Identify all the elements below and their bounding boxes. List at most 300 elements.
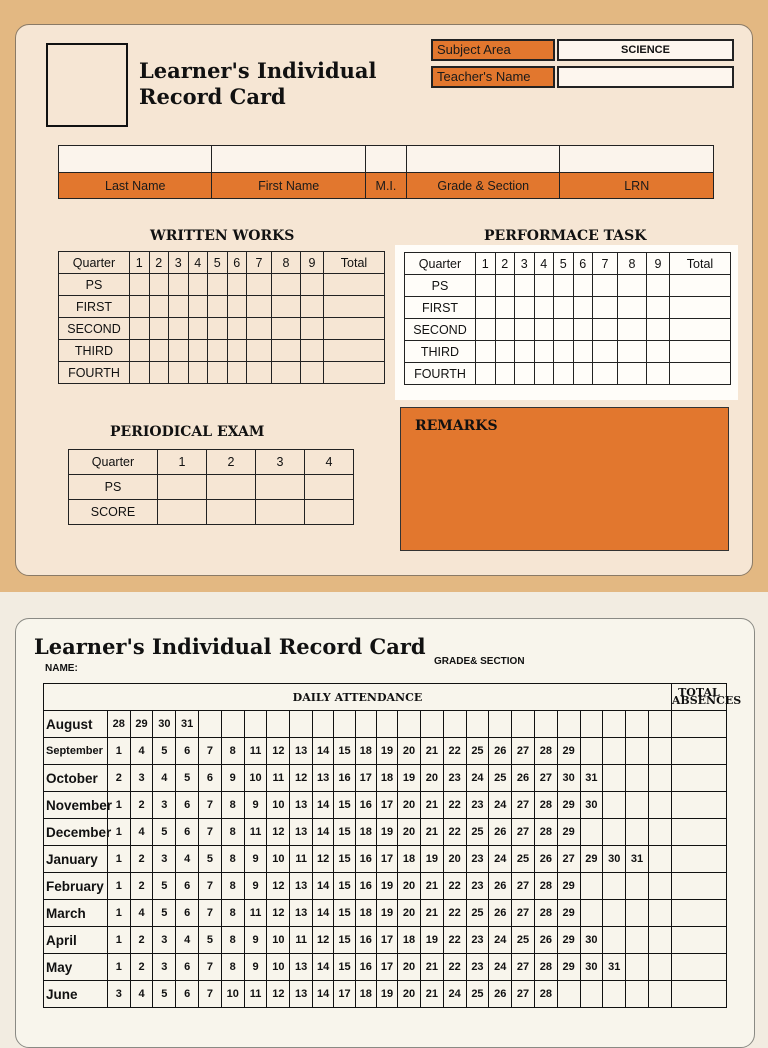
day-cell[interactable]: 4 (130, 738, 153, 765)
day-cell[interactable]: 8 (221, 873, 244, 900)
empty-day-cell[interactable] (603, 819, 626, 846)
day-cell[interactable]: 13 (313, 765, 334, 792)
day-cell[interactable]: 6 (176, 954, 199, 981)
empty-day-cell[interactable] (603, 873, 626, 900)
day-cell[interactable]: 23 (466, 927, 489, 954)
day-cell[interactable]: 29 (557, 873, 580, 900)
day-cell[interactable]: 27 (512, 738, 535, 765)
day-cell[interactable]: 16 (355, 927, 376, 954)
day-cell[interactable]: 25 (489, 765, 512, 792)
day-cell[interactable]: 17 (376, 954, 397, 981)
day-cell[interactable]: 25 (466, 819, 489, 846)
day-cell[interactable]: 5 (153, 738, 176, 765)
day-cell[interactable]: 12 (267, 738, 290, 765)
day-cell[interactable]: 13 (290, 981, 313, 1008)
empty-day-cell[interactable] (580, 900, 603, 927)
total-absences-cell[interactable] (671, 873, 726, 900)
day-cell[interactable]: 31 (626, 846, 649, 873)
day-cell[interactable]: 8 (221, 954, 244, 981)
day-cell[interactable]: 25 (466, 981, 489, 1008)
day-cell[interactable]: 29 (557, 819, 580, 846)
day-cell[interactable]: 2 (130, 927, 153, 954)
empty-day-cell[interactable] (603, 900, 626, 927)
day-cell[interactable]: 7 (199, 900, 222, 927)
empty-day-cell[interactable] (603, 792, 626, 819)
empty-day-cell[interactable] (648, 900, 671, 927)
day-cell[interactable]: 13 (290, 900, 313, 927)
day-cell[interactable]: 9 (244, 846, 267, 873)
day-cell[interactable]: 8 (221, 792, 244, 819)
empty-day-cell[interactable] (648, 711, 671, 738)
empty-day-cell[interactable] (603, 711, 626, 738)
empty-day-cell[interactable] (648, 981, 671, 1008)
day-cell[interactable]: 30 (580, 927, 603, 954)
day-cell[interactable]: 23 (466, 792, 489, 819)
attendance-card-title: Learner's Individual Record Card (34, 634, 426, 659)
day-cell[interactable]: 5 (153, 981, 176, 1008)
day-cell[interactable]: 15 (334, 873, 355, 900)
total-absences-cell[interactable] (671, 900, 726, 927)
last-name-field[interactable] (59, 146, 212, 173)
empty-day-cell[interactable] (580, 738, 603, 765)
day-cell[interactable]: 9 (244, 873, 267, 900)
day-cell[interactable]: 12 (267, 819, 290, 846)
day-cell[interactable]: 24 (489, 792, 512, 819)
day-cell[interactable]: 29 (580, 846, 603, 873)
day-cell[interactable]: 24 (443, 981, 466, 1008)
table-row (59, 318, 385, 340)
day-cell[interactable]: 16 (334, 765, 355, 792)
empty-day-cell[interactable] (626, 954, 649, 981)
total-absences-cell[interactable] (671, 846, 726, 873)
day-cell[interactable]: 3 (153, 846, 176, 873)
day-cell[interactable]: 21 (420, 819, 443, 846)
day-cell[interactable]: 10 (221, 981, 244, 1008)
day-cell[interactable]: 28 (534, 819, 557, 846)
day-cell[interactable]: 28 (534, 873, 557, 900)
empty-day-cell[interactable] (603, 765, 626, 792)
day-cell[interactable]: 24 (489, 954, 512, 981)
grade-section-field[interactable] (407, 146, 560, 173)
day-cell[interactable]: 28 (534, 900, 557, 927)
day-cell[interactable]: 1 (107, 819, 130, 846)
day-cell[interactable]: 22 (443, 819, 466, 846)
empty-day-cell[interactable] (626, 711, 649, 738)
day-cell[interactable]: 5 (176, 765, 199, 792)
total-absences-cell[interactable] (671, 819, 726, 846)
total-absences-cell[interactable] (671, 954, 726, 981)
day-cell[interactable]: 20 (398, 873, 421, 900)
day-cell[interactable]: 4 (176, 927, 199, 954)
day-cell[interactable]: 15 (334, 900, 355, 927)
table-row (59, 362, 385, 384)
day-cell[interactable]: 2 (130, 846, 153, 873)
day-cell[interactable]: 29 (130, 711, 153, 738)
day-cell[interactable]: 23 (466, 873, 489, 900)
day-cell[interactable]: 26 (512, 765, 535, 792)
day-cell[interactable]: 27 (512, 981, 535, 1008)
day-cell[interactable]: 20 (443, 846, 466, 873)
day-cell[interactable]: 26 (489, 819, 512, 846)
empty-day-cell[interactable] (443, 711, 466, 738)
day-cell[interactable]: 1 (107, 927, 130, 954)
pt-row-label: THIRD (405, 341, 476, 363)
empty-day-cell[interactable] (648, 873, 671, 900)
day-cell[interactable]: 29 (557, 954, 580, 981)
empty-day-cell[interactable] (313, 711, 334, 738)
day-cell[interactable]: 27 (512, 873, 535, 900)
day-cell[interactable]: 23 (466, 954, 489, 981)
empty-day-cell[interactable] (244, 711, 267, 738)
day-cell[interactable]: 3 (153, 927, 176, 954)
remarks-box[interactable] (400, 407, 729, 551)
empty-day-cell[interactable] (290, 711, 313, 738)
day-cell[interactable]: 4 (153, 765, 176, 792)
empty-day-cell[interactable] (557, 711, 580, 738)
empty-day-cell[interactable] (376, 711, 397, 738)
day-cell[interactable]: 24 (489, 846, 512, 873)
day-cell[interactable]: 28 (534, 981, 557, 1008)
day-cell[interactable]: 4 (176, 846, 199, 873)
pt-header-3: 3 (515, 253, 535, 275)
day-cell[interactable]: 15 (334, 819, 355, 846)
day-cell[interactable]: 6 (176, 873, 199, 900)
day-cell[interactable]: 31 (603, 954, 626, 981)
day-cell[interactable]: 10 (244, 765, 267, 792)
day-cell[interactable]: 25 (466, 900, 489, 927)
day-cell[interactable]: 29 (557, 738, 580, 765)
day-cell[interactable]: 21 (420, 900, 443, 927)
day-cell[interactable]: 7 (199, 819, 222, 846)
day-cell[interactable]: 19 (420, 927, 443, 954)
day-cell[interactable]: 16 (355, 846, 376, 873)
day-cell[interactable]: 19 (420, 846, 443, 873)
day-cell[interactable]: 24 (489, 927, 512, 954)
total-absences-cell[interactable] (671, 765, 726, 792)
empty-day-cell[interactable] (648, 846, 671, 873)
day-cell[interactable]: 22 (443, 792, 466, 819)
empty-day-cell[interactable] (603, 927, 626, 954)
empty-day-cell[interactable] (626, 819, 649, 846)
day-cell[interactable]: 18 (398, 927, 421, 954)
day-cell[interactable]: 7 (199, 738, 222, 765)
day-cell[interactable]: 5 (199, 846, 222, 873)
day-cell[interactable]: 11 (244, 738, 267, 765)
day-cell[interactable]: 2 (130, 873, 153, 900)
day-cell[interactable]: 10 (267, 846, 290, 873)
empty-day-cell[interactable] (603, 738, 626, 765)
day-cell[interactable]: 4 (130, 900, 153, 927)
total-absences-cell[interactable] (671, 711, 726, 738)
day-cell[interactable]: 14 (313, 873, 334, 900)
day-cell[interactable]: 19 (376, 738, 397, 765)
day-cell[interactable]: 2 (130, 792, 153, 819)
day-cell[interactable]: 27 (534, 765, 557, 792)
day-cell[interactable]: 14 (313, 981, 334, 1008)
day-cell[interactable]: 30 (153, 711, 176, 738)
total-absences-cell[interactable] (671, 981, 726, 1008)
day-cell[interactable]: 9 (244, 954, 267, 981)
empty-day-cell[interactable] (267, 711, 290, 738)
day-cell[interactable]: 7 (199, 954, 222, 981)
day-cell[interactable]: 12 (267, 981, 290, 1008)
day-cell[interactable]: 9 (244, 927, 267, 954)
day-cell[interactable]: 20 (398, 900, 421, 927)
day-cell[interactable]: 7 (199, 873, 222, 900)
empty-day-cell[interactable] (580, 819, 603, 846)
day-cell[interactable]: 4 (130, 819, 153, 846)
day-cell[interactable]: 5 (153, 900, 176, 927)
day-cell[interactable]: 6 (176, 981, 199, 1008)
mi-field[interactable] (365, 146, 406, 173)
empty-day-cell[interactable] (626, 927, 649, 954)
total-absences-cell[interactable] (671, 792, 726, 819)
day-cell[interactable]: 21 (420, 873, 443, 900)
day-cell[interactable]: 26 (489, 981, 512, 1008)
day-cell[interactable]: 18 (376, 765, 397, 792)
empty-day-cell[interactable] (648, 765, 671, 792)
empty-day-cell[interactable] (489, 711, 512, 738)
day-cell[interactable]: 15 (334, 954, 355, 981)
day-cell[interactable]: 2 (107, 765, 130, 792)
day-cell[interactable]: 18 (355, 738, 376, 765)
day-cell[interactable]: 29 (557, 792, 580, 819)
empty-day-cell[interactable] (626, 981, 649, 1008)
day-cell[interactable]: 17 (355, 765, 376, 792)
empty-day-cell[interactable] (626, 873, 649, 900)
day-cell[interactable]: 7 (199, 981, 222, 1008)
total-absences-cell[interactable] (671, 927, 726, 954)
day-cell[interactable]: 15 (334, 792, 355, 819)
day-cell[interactable]: 5 (153, 819, 176, 846)
empty-day-cell[interactable] (580, 711, 603, 738)
total-absences-cell[interactable] (671, 738, 726, 765)
day-cell[interactable]: 28 (107, 711, 130, 738)
day-cell[interactable]: 18 (355, 819, 376, 846)
day-cell[interactable]: 16 (355, 873, 376, 900)
day-cell[interactable]: 9 (221, 765, 244, 792)
day-cell[interactable]: 12 (290, 765, 313, 792)
empty-day-cell[interactable] (626, 738, 649, 765)
day-cell[interactable]: 6 (176, 819, 199, 846)
empty-day-cell[interactable] (466, 711, 489, 738)
day-cell[interactable]: 25 (512, 927, 535, 954)
day-cell[interactable]: 21 (420, 981, 443, 1008)
day-cell[interactable]: 29 (557, 900, 580, 927)
day-cell[interactable]: 12 (313, 846, 334, 873)
day-cell[interactable]: 8 (221, 900, 244, 927)
day-cell[interactable]: 22 (443, 954, 466, 981)
day-cell[interactable]: 16 (355, 954, 376, 981)
day-cell[interactable]: 25 (466, 738, 489, 765)
day-cell[interactable]: 12 (313, 927, 334, 954)
day-cell[interactable]: 27 (557, 846, 580, 873)
day-cell[interactable]: 13 (290, 819, 313, 846)
day-cell[interactable]: 8 (221, 819, 244, 846)
empty-day-cell[interactable] (580, 981, 603, 1008)
day-cell[interactable]: 13 (290, 738, 313, 765)
day-cell[interactable]: 26 (534, 846, 557, 873)
subject-area-field[interactable]: SCIENCE (557, 39, 734, 61)
day-cell[interactable]: 11 (290, 927, 313, 954)
day-cell[interactable]: 23 (466, 846, 489, 873)
teacher-name-field[interactable] (557, 66, 734, 88)
day-cell[interactable]: 26 (534, 927, 557, 954)
day-cell[interactable]: 22 (443, 738, 466, 765)
day-cell[interactable]: 28 (534, 738, 557, 765)
day-cell[interactable]: 6 (199, 765, 222, 792)
day-cell[interactable]: 11 (244, 981, 267, 1008)
day-cell[interactable]: 1 (107, 954, 130, 981)
day-cell[interactable]: 14 (313, 900, 334, 927)
day-cell[interactable]: 8 (221, 738, 244, 765)
empty-day-cell[interactable] (580, 873, 603, 900)
day-cell[interactable]: 18 (355, 981, 376, 1008)
day-cell[interactable]: 3 (130, 765, 153, 792)
empty-day-cell[interactable] (512, 711, 535, 738)
day-cell[interactable]: 8 (221, 846, 244, 873)
day-cell[interactable]: 20 (398, 819, 421, 846)
day-cell[interactable]: 13 (290, 873, 313, 900)
day-cell[interactable]: 11 (244, 819, 267, 846)
day-cell[interactable]: 3 (153, 954, 176, 981)
day-cell[interactable]: 20 (398, 981, 421, 1008)
day-cell[interactable]: 8 (221, 927, 244, 954)
day-cell[interactable]: 21 (420, 792, 443, 819)
day-cell[interactable]: 9 (244, 792, 267, 819)
day-cell[interactable]: 21 (420, 738, 443, 765)
empty-day-cell[interactable] (648, 954, 671, 981)
lrn-field[interactable] (560, 146, 714, 173)
day-cell[interactable]: 30 (580, 954, 603, 981)
day-cell[interactable]: 26 (489, 873, 512, 900)
empty-day-cell[interactable] (648, 819, 671, 846)
day-cell[interactable]: 3 (153, 792, 176, 819)
day-cell[interactable]: 19 (376, 819, 397, 846)
day-cell[interactable]: 30 (603, 846, 626, 873)
empty-day-cell[interactable] (648, 738, 671, 765)
day-cell[interactable]: 11 (267, 765, 290, 792)
day-cell[interactable]: 14 (313, 954, 334, 981)
day-cell[interactable]: 3 (107, 981, 130, 1008)
day-cell[interactable]: 22 (443, 927, 466, 954)
day-cell[interactable]: 11 (290, 846, 313, 873)
empty-day-cell[interactable] (534, 711, 557, 738)
day-cell[interactable]: 21 (420, 954, 443, 981)
day-cell[interactable]: 5 (199, 927, 222, 954)
day-cell[interactable]: 14 (313, 792, 334, 819)
day-cell[interactable]: 27 (512, 954, 535, 981)
day-cell[interactable]: 1 (107, 846, 130, 873)
day-cell[interactable]: 19 (376, 981, 397, 1008)
empty-day-cell[interactable] (557, 981, 580, 1008)
day-cell[interactable]: 29 (557, 927, 580, 954)
empty-day-cell[interactable] (420, 711, 443, 738)
day-cell[interactable]: 17 (376, 927, 397, 954)
first-name-field[interactable] (212, 146, 365, 173)
day-cell[interactable]: 14 (313, 819, 334, 846)
day-cell[interactable]: 10 (267, 927, 290, 954)
day-cell[interactable]: 6 (176, 900, 199, 927)
day-cell[interactable]: 11 (244, 900, 267, 927)
day-cell[interactable]: 13 (290, 792, 313, 819)
day-cell[interactable]: 14 (313, 738, 334, 765)
empty-day-cell[interactable] (398, 711, 421, 738)
day-cell[interactable]: 25 (512, 846, 535, 873)
day-cell[interactable]: 16 (355, 792, 376, 819)
day-cell[interactable]: 15 (334, 927, 355, 954)
day-cell[interactable]: 1 (107, 900, 130, 927)
day-cell[interactable]: 13 (290, 954, 313, 981)
empty-day-cell[interactable] (199, 711, 222, 738)
day-cell[interactable]: 18 (355, 900, 376, 927)
day-cell[interactable]: 17 (376, 792, 397, 819)
day-cell[interactable]: 1 (107, 738, 130, 765)
day-cell[interactable]: 2 (130, 954, 153, 981)
day-cell[interactable]: 27 (512, 819, 535, 846)
empty-day-cell[interactable] (648, 927, 671, 954)
empty-day-cell[interactable] (334, 711, 355, 738)
day-cell[interactable]: 17 (376, 846, 397, 873)
month-row (44, 738, 727, 765)
day-cell[interactable]: 24 (466, 765, 489, 792)
day-cell[interactable]: 23 (443, 765, 466, 792)
empty-day-cell[interactable] (626, 765, 649, 792)
day-cell[interactable]: 30 (557, 765, 580, 792)
day-cell[interactable]: 20 (398, 792, 421, 819)
day-cell[interactable]: 19 (376, 873, 397, 900)
day-cell[interactable]: 20 (398, 954, 421, 981)
day-cell[interactable]: 27 (512, 900, 535, 927)
day-cell[interactable]: 15 (334, 846, 355, 873)
day-cell[interactable]: 10 (267, 792, 290, 819)
day-cell[interactable]: 19 (376, 900, 397, 927)
empty-day-cell[interactable] (355, 711, 376, 738)
day-cell[interactable]: 10 (267, 954, 290, 981)
day-cell[interactable]: 4 (130, 981, 153, 1008)
day-cell[interactable]: 28 (534, 954, 557, 981)
day-cell[interactable]: 19 (398, 765, 421, 792)
day-cell[interactable]: 31 (580, 765, 603, 792)
day-cell[interactable]: 17 (334, 981, 355, 1008)
empty-day-cell[interactable] (626, 900, 649, 927)
day-cell[interactable]: 22 (443, 873, 466, 900)
day-cell[interactable]: 22 (443, 900, 466, 927)
day-cell[interactable]: 12 (267, 900, 290, 927)
empty-day-cell[interactable] (648, 792, 671, 819)
day-cell[interactable]: 18 (398, 846, 421, 873)
day-cell[interactable]: 26 (489, 738, 512, 765)
day-cell[interactable]: 6 (176, 738, 199, 765)
day-cell[interactable]: 28 (534, 792, 557, 819)
day-cell[interactable]: 20 (398, 738, 421, 765)
day-cell[interactable]: 30 (580, 792, 603, 819)
day-cell[interactable]: 6 (176, 792, 199, 819)
day-cell[interactable]: 31 (176, 711, 199, 738)
day-cell[interactable]: 7 (199, 792, 222, 819)
day-cell[interactable]: 27 (512, 792, 535, 819)
day-cell[interactable]: 20 (420, 765, 443, 792)
empty-day-cell[interactable] (603, 981, 626, 1008)
day-cell[interactable]: 15 (334, 738, 355, 765)
day-cell[interactable]: 1 (107, 873, 130, 900)
empty-day-cell[interactable] (221, 711, 244, 738)
day-cell[interactable]: 5 (153, 873, 176, 900)
day-cell[interactable]: 12 (267, 873, 290, 900)
day-cell[interactable]: 26 (489, 900, 512, 927)
empty-day-cell[interactable] (626, 792, 649, 819)
day-cell[interactable]: 1 (107, 792, 130, 819)
